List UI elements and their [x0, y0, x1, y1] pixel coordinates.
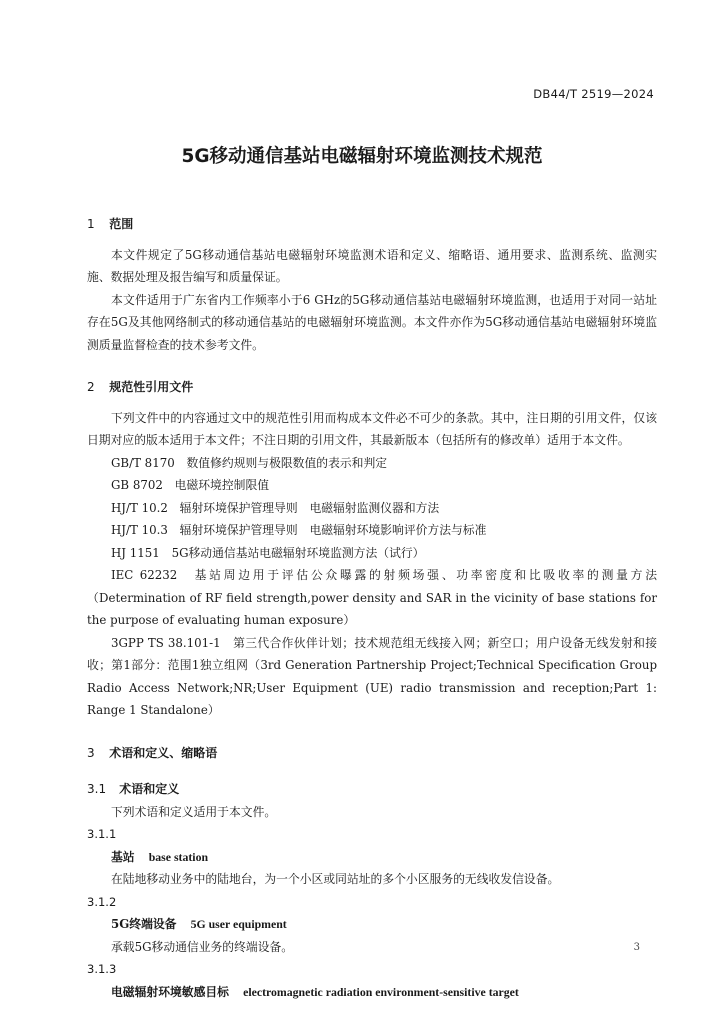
term-number: 3.1.3 [87, 962, 117, 976]
term-name-en: 5G user equipment [190, 917, 287, 931]
term-number: 3.1.2 [87, 894, 117, 909]
subsection-number: 3.1 [87, 782, 107, 796]
section-2-heading [87, 376, 657, 399]
document-body [87, 201, 657, 1003]
reference-item: HJ/T 10.2 辐射环境保护管理导则 电磁辐射监测仪器和方法 [111, 500, 440, 515]
term-name-zh: 5G终端设备 [111, 917, 177, 931]
section-title: 范围 [109, 217, 134, 231]
section-title: 术语和定义、缩略语 [109, 745, 218, 760]
section-title: 规范性引用文件 [109, 380, 194, 394]
standard-code: DB44/T 2519—2024 [533, 87, 654, 101]
section-number: 2 [87, 380, 95, 394]
subsection-3-1-heading [87, 778, 657, 801]
references-intro: 下列文件中的内容通过文中的规范性引用而构成本文件必不可少的条款。其中，注日期的引用文件，仅该日期对应的版本适用于本文件；不注日期的引用文件，其最新版本（包括所有的修改单）适用于本文件。 [87, 410, 657, 447]
term-name-zh: 基站 [111, 849, 135, 864]
term-name-zh: 电磁辐射环境敏感目标 [111, 984, 229, 999]
scope-paragraph-2: 本文件适用于广东省内工作频率小于6 GHz的5G移动通信基站电磁辐射环境监测，也适用于对同一站址存在5G及其他网络制式的移动通信基站的电磁辐射环境监测。本文件亦作为5G移动通信基站电磁辐射环境监测质量监督检查的技术参考文件。 [87, 292, 657, 352]
section-3-heading [87, 742, 657, 765]
reference-item: HJ/T 10.3 辐射环境保护管理导则 电磁辐射环境影响评价方法与标准 [111, 523, 487, 537]
reference-item: HJ 1151 5G移动通信基站电磁辐射环境监测方法（试行） [111, 545, 425, 560]
reference-item-3gpp: 3GPP TS 38.101-1 第三代合作伙伴计划；技术规范组无线接入网；新空口；用户设备无线发射和接收；第1部分：范围1独立组网（3rd Generation Partnership Project;Technical Specification Group Radio Access Network;NR;User Equipment (UE) radio transmission and reception;Part 1: Range 1 Standalone） [87, 635, 657, 717]
term-name-en: electromagnetic radiation environment-sensitive target [243, 984, 519, 999]
section-number: 1 [87, 217, 95, 231]
term-definition: 在陆地移动业务中的陆地台，为一个小区或同站址的多个小区服务的无线收发信设备。 [111, 872, 560, 886]
reference-item: GB/T 8170 数值修约规则与极限数值的表示和判定 [111, 455, 388, 470]
term-name [87, 913, 657, 936]
term-number: 3.1.1 [87, 827, 117, 841]
term-definition: 承载5G移动通信业务的终端设备。 [111, 939, 294, 954]
section-1-heading [87, 213, 657, 236]
scope-paragraph-1: 本文件规定了5G移动通信基站电磁辐射环境监测术语和定义、缩略语、通用要求、监测系统、监测实施、数据处理及报告编写和质量保证。 [87, 247, 657, 284]
term-name [87, 981, 657, 1004]
subsection-title: 术语和定义 [119, 782, 180, 796]
term-name [87, 846, 657, 869]
term-name-en: base station [148, 849, 209, 864]
terms-intro: 下列术语和定义适用于本文件。 [111, 804, 277, 819]
page-number: 3 [633, 942, 640, 953]
section-number: 3 [87, 745, 95, 760]
reference-item-iec: IEC 62232 基站周边用于评估公众曝露的射频场强、功率密度和比吸收率的测量方法（Determination of RF field strength,power density and SAR in the vicinity of base stations for the purpose of evaluating human exposure） [87, 568, 657, 627]
document-title: 5G移动通信基站电磁辐射环境监测技术规范 [181, 146, 543, 167]
reference-item: GB 8702 电磁环境控制限值 [111, 478, 270, 492]
